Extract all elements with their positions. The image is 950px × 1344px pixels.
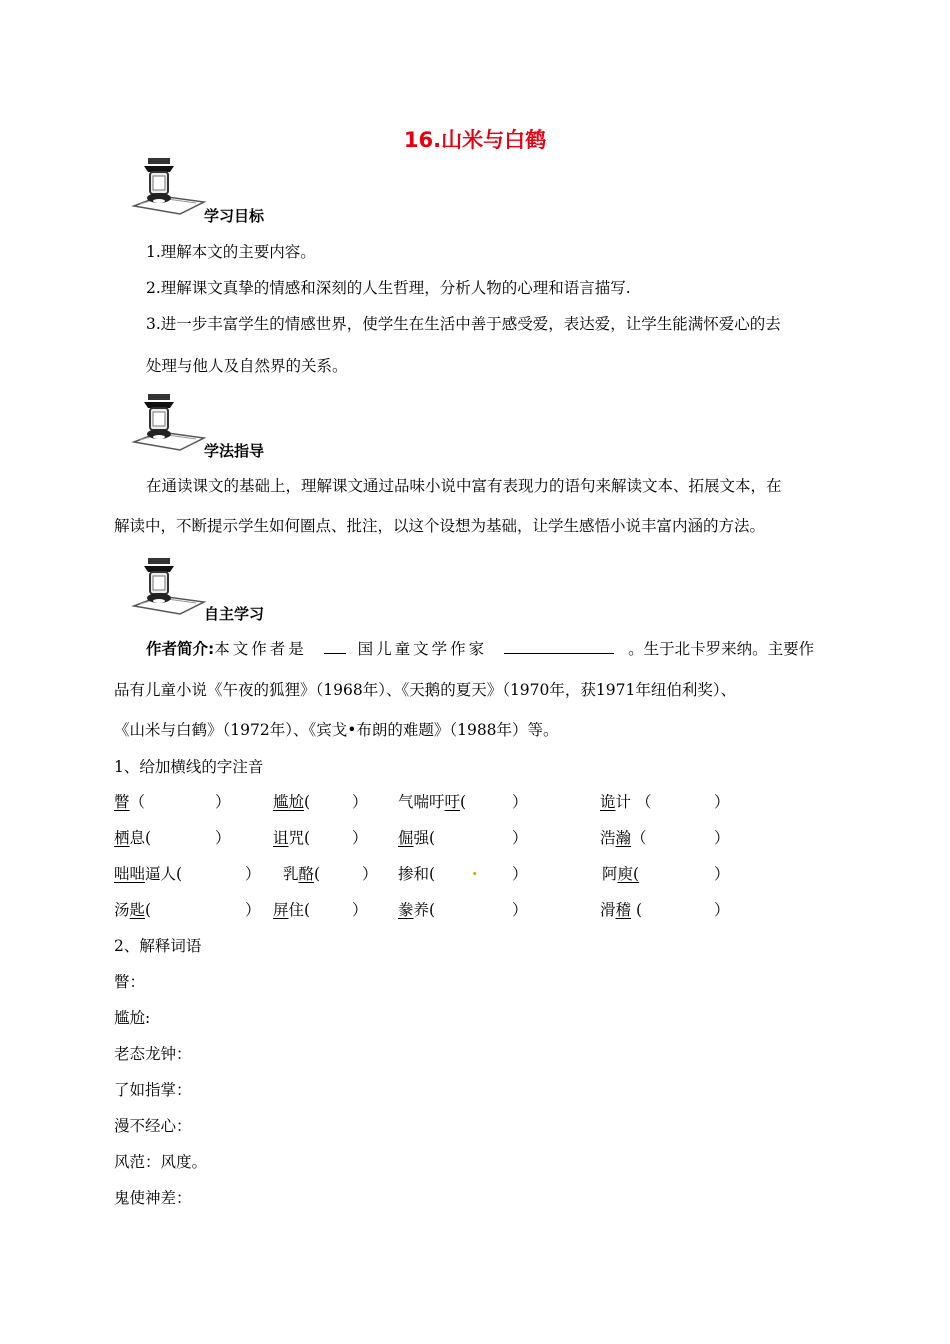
emphasis-dot: . xyxy=(472,860,478,879)
pinyin-item: 瞥（ xyxy=(114,793,146,811)
page-title: 16.山米与白鹤 xyxy=(403,128,547,152)
term-item: 风范：风度。 xyxy=(114,1153,208,1171)
pinyin-item: 掺和( xyxy=(398,865,436,883)
pinyin-close: ） xyxy=(245,901,261,919)
goal-item-1: 1.理解本文的主要内容。 xyxy=(146,243,316,261)
pinyin-item: 诅咒( xyxy=(273,829,311,847)
pinyin-close: ） xyxy=(352,793,368,811)
pinyin-close: ） xyxy=(714,901,730,919)
pinyin-item: 乳酪( xyxy=(283,865,321,883)
pinyin-item: 阿庾( xyxy=(602,865,640,883)
exercise-1-heading: 1、给加横线的字注音 xyxy=(114,758,264,776)
pinyin-item: 咄咄逼人( xyxy=(114,865,183,883)
pinyin-item: 汤匙( xyxy=(114,901,152,919)
term-item: 老态龙钟： xyxy=(114,1045,192,1063)
pinyin-close: ） xyxy=(512,829,528,847)
author-intro-text-b: 国儿童文学作家 xyxy=(357,640,488,658)
pinyin-item: 浩瀚（ xyxy=(600,829,647,847)
answer-blank[interactable] xyxy=(324,639,346,654)
pinyin-item: 栖息( xyxy=(114,829,152,847)
pinyin-item: 诡计 （ xyxy=(600,793,652,811)
section-heading-goals: 学习目标 xyxy=(204,207,265,225)
pinyin-close: ） xyxy=(512,793,528,811)
term-item: 鬼使神差： xyxy=(114,1189,192,1207)
author-intro-text-a: 本文作者是 xyxy=(214,640,307,658)
pinyin-close: ） xyxy=(714,793,730,811)
pinyin-item: 豢养( xyxy=(398,901,436,919)
section-heading-method: 学法指导 xyxy=(204,442,265,460)
pinyin-close: ） xyxy=(215,829,231,847)
author-intro-line-3: 《山米与白鹤》（1972年）、《宾戈•布朗的难题》（1988年）等。 xyxy=(114,721,559,739)
pinyin-close: ） xyxy=(352,829,368,847)
author-intro-line-1 xyxy=(146,637,814,659)
pinyin-close: ） xyxy=(245,865,261,883)
method-line-1: 在通读课文的基础上，理解课文通过品味小说中富有表现力的语句来解读文本、拓展文本，在 xyxy=(146,477,782,495)
pinyin-item: 滑稽 ( xyxy=(600,901,643,919)
author-intro-text-c: 。生于北卡罗来纳。主要作 xyxy=(628,640,815,658)
pinyin-close: ） xyxy=(362,865,378,883)
goal-item-2: 2.理解课文真挚的情感和深刻的人生哲理，分析人物的心理和语言描写. xyxy=(146,279,631,297)
lamp-reading-icon xyxy=(130,556,208,618)
section-heading-self-study: 自主学习 xyxy=(204,605,265,623)
author-intro-label: 作者简介: xyxy=(146,640,215,658)
term-item: 瞥： xyxy=(114,973,146,991)
term-item: 了如指掌： xyxy=(114,1081,192,1099)
pinyin-item: 气喘吁吁( xyxy=(398,793,467,811)
lamp-reading-icon xyxy=(130,156,208,218)
goal-item-3: 3.进一步丰富学生的情感世界，使学生在生活中善于感受爱，表达爱，让学生能满怀爱心的去 xyxy=(146,315,781,333)
exercise-2-heading: 2、解释词语 xyxy=(114,937,202,955)
answer-blank[interactable] xyxy=(504,639,614,654)
method-line-2: 解读中，不断提示学生如何圈点、批注，以这个设想为基础，让学生感悟小说丰富内涵的方法。 xyxy=(114,517,766,535)
pinyin-item: 屏住( xyxy=(273,901,311,919)
pinyin-close: ） xyxy=(714,865,730,883)
pinyin-close: ） xyxy=(512,865,528,883)
term-item: 尴尬: xyxy=(114,1009,151,1027)
pinyin-close: ） xyxy=(215,793,231,811)
pinyin-close: ） xyxy=(512,901,528,919)
pinyin-close: ） xyxy=(352,901,368,919)
pinyin-item: 倔强( xyxy=(398,829,436,847)
pinyin-close: ） xyxy=(714,829,730,847)
goal-item-3-cont: 处理与他人及自然界的关系。 xyxy=(146,357,348,375)
term-item: 漫不经心： xyxy=(114,1117,192,1135)
pinyin-item: 尴尬( xyxy=(273,793,311,811)
author-intro-line-2: 品有儿童小说《午夜的狐狸》（1968年）、《天鹅的夏天》（1970年，获1971年纽伯利奖）、 xyxy=(114,681,737,699)
lamp-reading-icon xyxy=(130,392,208,454)
